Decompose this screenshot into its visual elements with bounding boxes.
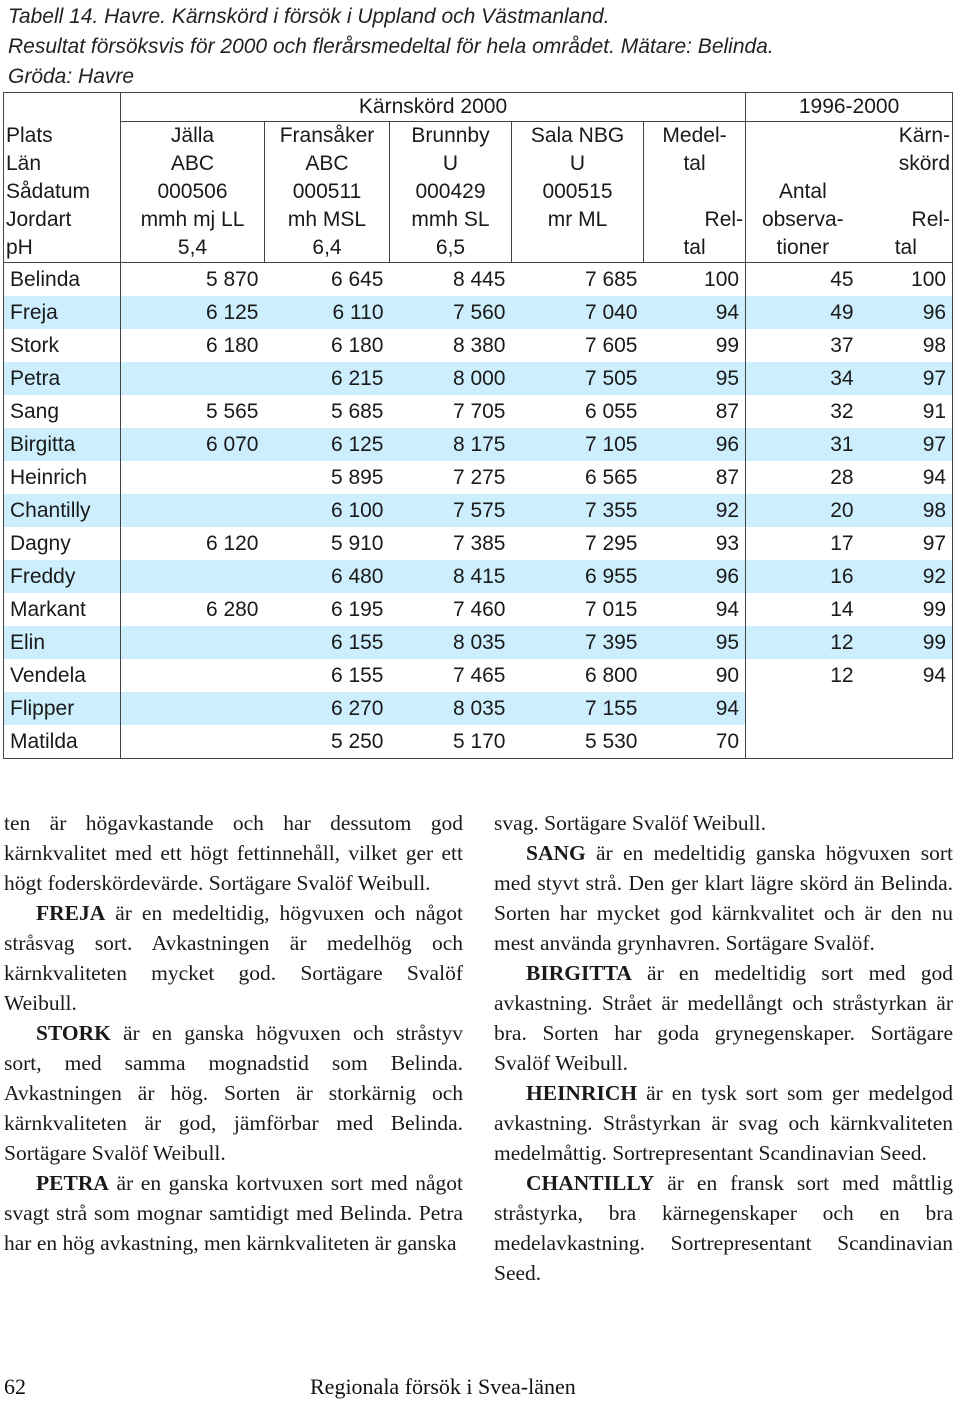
value-cell: 6 155 bbox=[330, 664, 384, 687]
paragraph-text: är en ganska kortvuxen sort med något svagt strå som mognar samtidigt med Belinda. Petra har en hög avkastning, men kärnkvaliteten är ganska bbox=[4, 1171, 463, 1255]
value-cell: 94 bbox=[860, 461, 953, 494]
text-column-right bbox=[494, 808, 953, 1288]
paragraph-text: är en fransk sort med måttlig stråstyrka, bra kärnegenskaper och en bra medelavkastning. Sortrepresentant Scandinavian Seed. bbox=[494, 1171, 953, 1285]
value-cell: 99 bbox=[860, 593, 953, 626]
value-cell: 6 070 bbox=[121, 428, 265, 461]
table-row bbox=[4, 461, 953, 494]
variety-name: Dagny bbox=[4, 527, 121, 560]
antal-head-2: observa- bbox=[746, 206, 860, 234]
paragraph-text: ten är högavkastande och har dessutom god kärnkvalitet med ett högt fettinnehåll, vilket ger ett högt foderskördevärde. Sortägare Svalöf Weibull. bbox=[4, 811, 463, 895]
value-cell: 31 bbox=[746, 428, 860, 461]
value-cell: 7 385 bbox=[452, 532, 506, 555]
paragraph-text: är en medeltidig ganska högvuxen sort med styvt strå. Den ger klart lägre skörd än Belinda. Sorten har mycket god kärnkvalitet och är den nu mest använda grynhavren. Sortägare Svalöf. bbox=[494, 841, 953, 955]
table-row bbox=[4, 626, 953, 659]
site-2-name: Fransåker bbox=[265, 122, 390, 151]
value-cell: 7 575 bbox=[390, 494, 512, 527]
variety-name: Freja bbox=[4, 296, 121, 329]
value-cell: 5 685 bbox=[330, 400, 384, 423]
site-1-name: Jälla bbox=[121, 122, 265, 151]
table-row bbox=[4, 494, 953, 527]
value-cell: 7 295 bbox=[584, 532, 638, 555]
variety-name: Petra bbox=[4, 362, 121, 395]
value-cell: 5 170 bbox=[390, 725, 512, 759]
value-cell: 7 560 bbox=[390, 296, 512, 329]
page-number: 62 bbox=[4, 1374, 26, 1399]
site-3-name: Brunnby bbox=[390, 122, 512, 151]
site-2-sadatum: 000511 bbox=[265, 178, 390, 206]
reltal-head-1: Rel- bbox=[644, 206, 746, 234]
table-row bbox=[4, 428, 953, 461]
table-row bbox=[4, 395, 953, 428]
value-cell: 98 bbox=[860, 329, 953, 362]
value-cell: 5 895 bbox=[330, 466, 384, 489]
value-cell: 12 bbox=[746, 626, 860, 659]
value-cell: 92 bbox=[860, 560, 953, 593]
table-row bbox=[4, 659, 953, 692]
variety-name: Flipper bbox=[4, 692, 121, 725]
value-cell bbox=[121, 659, 265, 692]
value-cell: 93 bbox=[715, 532, 740, 555]
value-cell: 5 910 bbox=[330, 532, 384, 555]
text-column-left bbox=[4, 808, 463, 1258]
value-cell: 6 645 bbox=[330, 268, 384, 291]
table-row bbox=[4, 560, 953, 593]
site-2-jordart: mh MSL bbox=[265, 206, 390, 234]
value-cell: 94 bbox=[860, 659, 953, 692]
caption-line-3: Gröda: Havre bbox=[8, 65, 135, 88]
table-row bbox=[4, 263, 953, 297]
value-cell: 6 270 bbox=[265, 692, 390, 725]
variety-heading: HEINRICH bbox=[526, 1081, 638, 1105]
value-cell: 34 bbox=[746, 362, 860, 395]
value-cell: 5 565 bbox=[121, 395, 265, 428]
value-cell: 6 155 bbox=[265, 626, 390, 659]
caption-line-1: Tabell 14. Havre. Kärnskörd i försök i Uppland och Västmanland. bbox=[8, 5, 610, 28]
variety-heading: PETRA bbox=[36, 1171, 109, 1195]
paragraph-text: är en ganska högvuxen och stråstyv sort, med samma mognadstid som Belinda. Avkastningen är hög. Sorten är storkärnig och kärnkvaliteten är god, jämförbar med Belinda. Sortägare Svalöf Weibull. bbox=[4, 1021, 463, 1165]
value-cell: 32 bbox=[746, 395, 860, 428]
text-paragraph bbox=[4, 1018, 463, 1168]
value-cell: 7 685 bbox=[584, 268, 638, 291]
label-jordart: Jordart bbox=[4, 206, 121, 234]
yield-table bbox=[3, 92, 953, 759]
variety-name: Birgitta bbox=[4, 428, 121, 461]
header-group-row bbox=[4, 93, 953, 122]
label-län: Län bbox=[4, 150, 121, 178]
paragraph-text: är en medeltidig, högvuxen och något stråsvag sort. Avkastningen är medelhög och kärnkvaliteten mycket god. Sortägare Svalöf Weibull. bbox=[4, 901, 463, 1015]
text-paragraph bbox=[494, 1168, 953, 1288]
site-4-ph bbox=[512, 234, 644, 263]
text-paragraph bbox=[494, 958, 953, 1078]
table-row bbox=[4, 329, 953, 362]
site-4-jordart: mr ML bbox=[512, 206, 644, 234]
value-cell bbox=[860, 725, 953, 759]
label-ph: pH bbox=[4, 234, 121, 263]
value-cell: 6 480 bbox=[265, 560, 390, 593]
value-cell: 7 705 bbox=[452, 400, 506, 423]
karn-reltal-head-1: Rel- bbox=[860, 206, 953, 234]
site-1-jordart: mmh mj LL bbox=[121, 206, 265, 234]
value-cell: 6 215 bbox=[265, 362, 390, 395]
variety-heading: CHANTILLY bbox=[526, 1171, 655, 1195]
site-1-sadatum: 000506 bbox=[121, 178, 265, 206]
value-cell: 7 505 bbox=[512, 362, 644, 395]
caption-line-2: Resultat försöksvis för 2000 och flerårsmedeltal för hela området. Mätare: Belinda. bbox=[8, 35, 774, 58]
value-cell: 7 105 bbox=[512, 428, 644, 461]
value-cell: 100 bbox=[704, 268, 740, 291]
value-cell bbox=[860, 692, 953, 725]
value-cell bbox=[121, 461, 265, 494]
variety-heading: BIRGITTA bbox=[526, 961, 632, 985]
antal-head-3: tioner bbox=[746, 234, 860, 263]
site-3-jordart: mmh SL bbox=[390, 206, 512, 234]
value-cell: 8 035 bbox=[390, 692, 512, 725]
value-cell: 17 bbox=[746, 527, 860, 560]
value-cell: 6 180 bbox=[121, 329, 265, 362]
value-cell: 91 bbox=[860, 395, 953, 428]
group-kärnskörd-2000: Kärnskörd 2000 bbox=[121, 93, 746, 122]
value-cell: 8 445 bbox=[452, 268, 506, 291]
value-cell: 96 bbox=[644, 560, 746, 593]
site-3-lan: U bbox=[390, 150, 512, 178]
variety-name: Vendela bbox=[4, 659, 121, 692]
value-cell bbox=[121, 626, 265, 659]
group-1996-2000: 1996-2000 bbox=[746, 93, 953, 122]
value-cell bbox=[746, 692, 860, 725]
value-cell bbox=[121, 494, 265, 527]
publication-title: Regionala försök i Svea-länen bbox=[310, 1374, 576, 1399]
value-cell: 45 bbox=[746, 263, 860, 297]
value-cell: 6 195 bbox=[330, 598, 384, 621]
text-paragraph bbox=[4, 898, 463, 1018]
value-cell: 99 bbox=[860, 626, 953, 659]
value-cell: 87 bbox=[715, 400, 740, 423]
value-cell bbox=[121, 725, 265, 759]
table-row bbox=[4, 692, 953, 725]
variety-name: Sang bbox=[4, 395, 121, 428]
value-cell: 8 380 bbox=[452, 334, 506, 357]
value-cell: 7 605 bbox=[584, 334, 638, 357]
value-cell: 98 bbox=[860, 494, 953, 527]
karnskord-head-2: skörd bbox=[860, 150, 953, 178]
table-body bbox=[4, 263, 953, 759]
variety-name: Chantilly bbox=[4, 494, 121, 527]
value-cell: 97 bbox=[860, 527, 953, 560]
value-cell: 20 bbox=[746, 494, 860, 527]
value-cell: 16 bbox=[746, 560, 860, 593]
value-cell: 96 bbox=[860, 296, 953, 329]
site-4-sadatum: 000515 bbox=[512, 178, 644, 206]
value-cell: 37 bbox=[746, 329, 860, 362]
value-cell: 6 125 bbox=[121, 296, 265, 329]
value-cell: 92 bbox=[644, 494, 746, 527]
value-cell: 12 bbox=[746, 659, 860, 692]
site-2-ph: 6,4 bbox=[265, 234, 390, 263]
value-cell: 94 bbox=[644, 296, 746, 329]
value-cell: 94 bbox=[644, 692, 746, 725]
value-cell: 6 180 bbox=[330, 334, 384, 357]
value-cell: 90 bbox=[715, 664, 740, 687]
value-cell bbox=[121, 692, 265, 725]
paragraph-text: är en tysk sort som ger medelgod avkastning. Stråstyrkan är svag och kärnkvaliteten medelmåttig. Sortrepresentant Scandinavian Seed. bbox=[494, 1081, 953, 1165]
value-cell: 7 460 bbox=[452, 598, 506, 621]
table-row bbox=[4, 362, 953, 395]
variety-name: Matilda bbox=[4, 725, 121, 759]
variety-name: Freddy bbox=[4, 560, 121, 593]
paragraph-text: svag. Sortägare Svalöf Weibull. bbox=[494, 811, 766, 835]
variety-heading: FREJA bbox=[36, 901, 106, 925]
value-cell: 7 040 bbox=[512, 296, 644, 329]
text-paragraph bbox=[494, 838, 953, 958]
table-row bbox=[4, 296, 953, 329]
variety-name: Elin bbox=[4, 626, 121, 659]
value-cell: 95 bbox=[644, 626, 746, 659]
value-cell: 6 280 bbox=[121, 593, 265, 626]
variety-heading: SANG bbox=[526, 841, 586, 865]
site-3-ph: 6,5 bbox=[390, 234, 512, 263]
variety-heading: STORK bbox=[36, 1021, 111, 1045]
value-cell: 97 bbox=[860, 428, 953, 461]
label-sådatum: Sådatum bbox=[4, 178, 121, 206]
text-paragraph bbox=[4, 1168, 463, 1258]
site-1-ph: 5,4 bbox=[121, 234, 265, 263]
value-cell: 87 bbox=[715, 466, 740, 489]
value-cell: 96 bbox=[644, 428, 746, 461]
antal-head-1: Antal bbox=[746, 178, 860, 206]
medeltal-head: Medel- bbox=[644, 122, 746, 151]
site-4-name: Sala NBG bbox=[512, 122, 644, 151]
value-cell: 28 bbox=[746, 461, 860, 494]
value-cell: 14 bbox=[746, 593, 860, 626]
table-row bbox=[4, 725, 953, 759]
reltal-head-2: tal bbox=[644, 234, 746, 263]
value-cell: 70 bbox=[644, 725, 746, 759]
value-cell: 7 015 bbox=[584, 598, 638, 621]
value-cell: 7 275 bbox=[452, 466, 506, 489]
value-cell: 7 395 bbox=[512, 626, 644, 659]
value-cell: 7 465 bbox=[452, 664, 506, 687]
site-2-lan: ABC bbox=[265, 150, 390, 178]
medeltal-head-2: tal bbox=[644, 150, 746, 178]
value-cell: 6 055 bbox=[584, 400, 638, 423]
label-plats: Plats bbox=[4, 122, 121, 151]
value-cell: 6 120 bbox=[121, 527, 265, 560]
value-cell: 7 355 bbox=[512, 494, 644, 527]
value-cell: 8 415 bbox=[390, 560, 512, 593]
site-3-sadatum: 000429 bbox=[390, 178, 512, 206]
paragraph-text: är en medeltidig sort med god avkastning. Strået är medellångt och stråstyrkan är bra. Sorten har goda grynegenskaper. Sortägare Svalöf Weibull. bbox=[494, 961, 953, 1075]
value-cell: 49 bbox=[746, 296, 860, 329]
text-paragraph bbox=[494, 808, 953, 838]
site-1-lan: ABC bbox=[121, 150, 265, 178]
value-cell: 6 565 bbox=[584, 466, 638, 489]
table-row bbox=[4, 593, 953, 626]
table-caption bbox=[8, 2, 774, 92]
value-cell: 6 100 bbox=[265, 494, 390, 527]
value-cell: 8 035 bbox=[390, 626, 512, 659]
variety-name: Belinda bbox=[4, 263, 121, 297]
text-paragraph bbox=[4, 808, 463, 898]
site-4-lan: U bbox=[512, 150, 644, 178]
value-cell: 95 bbox=[644, 362, 746, 395]
value-cell: 5 870 bbox=[121, 263, 265, 297]
value-cell: 6 110 bbox=[265, 296, 390, 329]
value-cell: 97 bbox=[860, 362, 953, 395]
value-cell: 8 175 bbox=[390, 428, 512, 461]
value-cell bbox=[121, 362, 265, 395]
value-cell: 99 bbox=[715, 334, 740, 357]
table-row bbox=[4, 527, 953, 560]
value-cell bbox=[121, 560, 265, 593]
value-cell bbox=[746, 725, 860, 759]
value-cell: 6 955 bbox=[512, 560, 644, 593]
value-cell: 94 bbox=[715, 598, 740, 621]
text-paragraph bbox=[494, 1078, 953, 1168]
variety-name: Stork bbox=[4, 329, 121, 362]
value-cell: 7 155 bbox=[512, 692, 644, 725]
value-cell: 6 800 bbox=[584, 664, 638, 687]
value-cell: 8 000 bbox=[390, 362, 512, 395]
value-cell: 5 250 bbox=[265, 725, 390, 759]
karn-reltal-head-2: tal bbox=[860, 234, 953, 263]
value-cell: 100 bbox=[860, 263, 953, 297]
value-cell: 6 125 bbox=[265, 428, 390, 461]
value-cell: 5 530 bbox=[512, 725, 644, 759]
karnskord-head: Kärn- bbox=[860, 122, 953, 151]
variety-name: Markant bbox=[4, 593, 121, 626]
variety-name: Heinrich bbox=[4, 461, 121, 494]
